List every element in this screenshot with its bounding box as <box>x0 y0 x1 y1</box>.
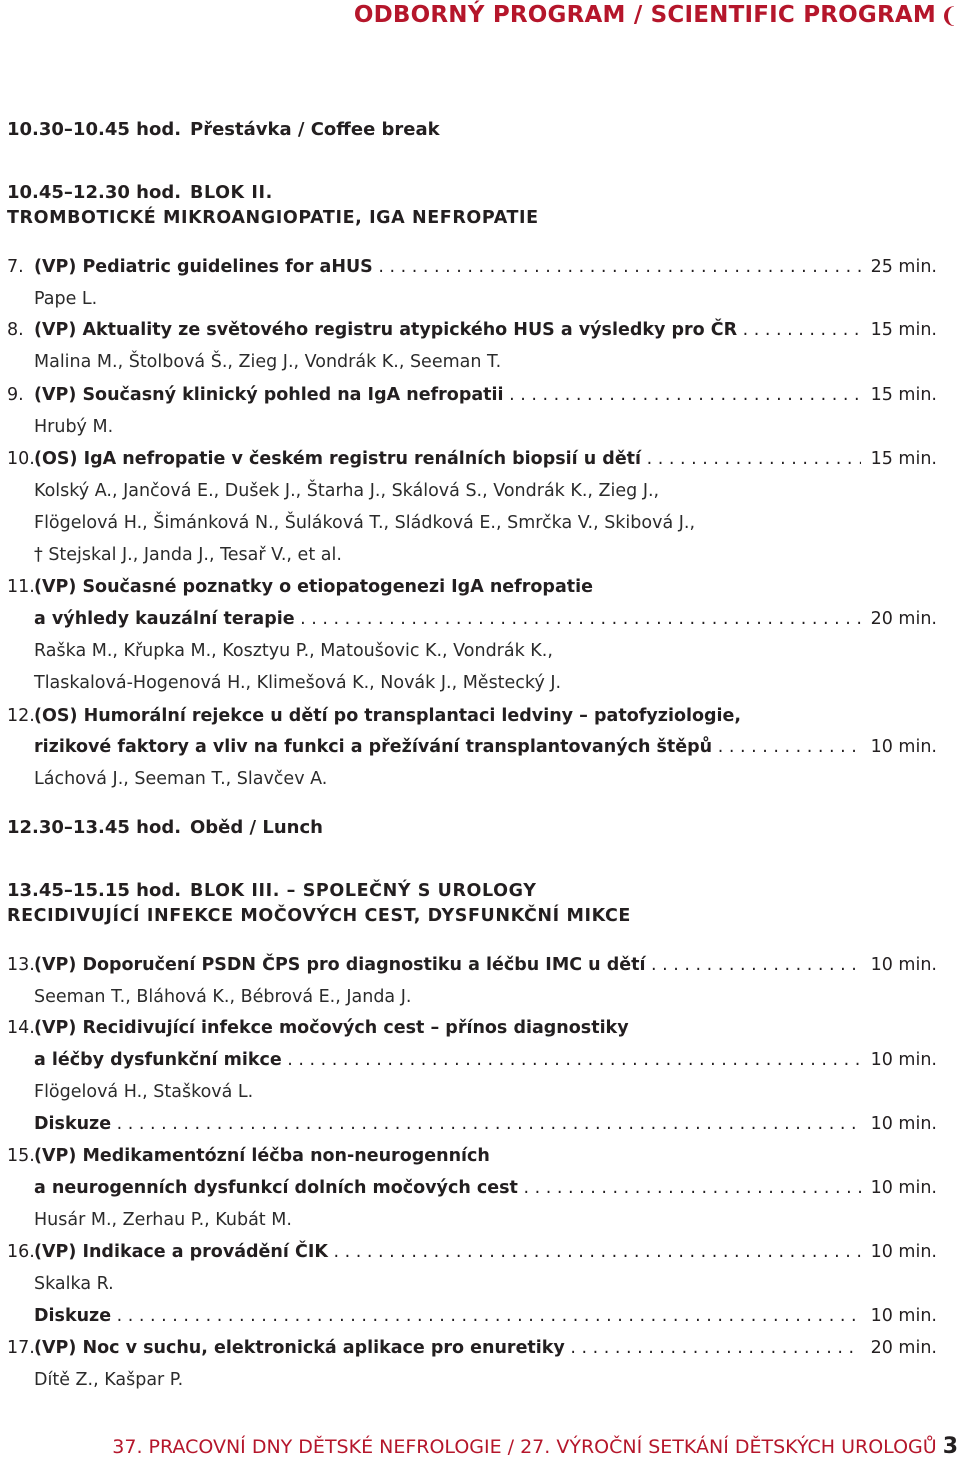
talk-authors: Flögelová H., Šimánková N., Šuláková T., Sládková E., Smrčka V., Skibová J., <box>34 513 696 533</box>
break-time: 10.30–10.45 hod. <box>7 119 182 140</box>
discussion-row <box>7 1110 937 1138</box>
break-label: Přestávka / Coffee break <box>190 119 440 140</box>
talk-title-line1: (VP) Medikamentózní léčba non-neurogenních <box>34 1146 490 1166</box>
talk-8 <box>7 316 937 344</box>
talk-11 <box>7 573 937 601</box>
block2-heading <box>7 180 273 206</box>
talk-number: 15. <box>7 1146 35 1166</box>
page-number: 3 <box>942 1434 958 1459</box>
block2-time: 10.45–12.30 hod. <box>7 182 182 203</box>
footer-text: 37. PRACOVNÍ DNY DĚTSKÉ NEFROLOGIE / 27. VÝROČNÍ SETKÁNÍ DĚTSKÝCH UROLOGŮ <box>112 1436 937 1458</box>
talk-14-cont <box>7 1046 937 1074</box>
discussion-title: Diskuze . . . <box>34 1110 861 1138</box>
talk-authors: Malina M., Štolbová Š., Zieg J., Vondrák K., Seeman T. <box>34 352 502 372</box>
talk-authors: Pape L. <box>34 289 98 309</box>
talk-authors: Kolský A., Jančová E., Dušek J., Štarha J., Skálová S., Vondrák K., Zieg J., <box>34 481 660 501</box>
talk-10 <box>7 445 937 473</box>
talk-authors: Skalka R. <box>34 1274 114 1294</box>
talk-16 <box>7 1238 937 1266</box>
talk-title: (VP) Současný klinický pohled na IgA nefropatii . . . <box>34 381 861 409</box>
talk-14 <box>7 1014 937 1042</box>
talk-authors: Tlaskalová-Hogenová H., Klimešová K., Novák J., Městecký J. <box>34 673 562 693</box>
lunch-label: Oběd / Lunch <box>190 817 323 838</box>
discussion-duration: 10 min. <box>870 1114 937 1134</box>
talk-number: 11. <box>7 577 35 597</box>
talk-duration: 20 min. <box>870 1338 937 1358</box>
talk-number: 10. <box>7 449 35 469</box>
talk-authors: Hrubý M. <box>34 417 114 437</box>
talk-13 <box>7 951 937 979</box>
block3-subtitle: RECIDIVUJÍCÍ INFEKCE MOČOVÝCH CEST, DYSFUNKČNÍ MIKCE <box>7 906 631 926</box>
talk-duration: 15 min. <box>870 385 937 405</box>
block2-label: BLOK II. <box>190 183 273 203</box>
talk-authors: Flögelová H., Stašková L. <box>34 1082 254 1102</box>
talk-authors: Seeman T., Bláhová K., Bébrová E., Janda J. <box>34 987 412 1007</box>
talk-12 <box>7 702 937 730</box>
talk-12-cont <box>7 733 937 761</box>
break-row <box>7 117 440 143</box>
talk-number: 14. <box>7 1018 35 1038</box>
talk-title: rizikové faktory a vliv na funkci a přežívání transplantovaných štěpů . . . <box>34 733 861 761</box>
lunch-row <box>7 815 323 841</box>
block3-time: 13.45–15.15 hod. <box>7 880 182 901</box>
block3-label: BLOK III. – SPOLEČNÝ S UROLOGY <box>190 881 537 901</box>
talk-number: 16. <box>7 1242 35 1262</box>
talk-title: (VP) Indikace a provádění ČIK . . . <box>34 1238 861 1266</box>
talk-15-cont <box>7 1174 937 1202</box>
talk-title: (VP) Aktuality ze světového registru atypického HUS a výsledky pro ČR . . . <box>34 316 861 344</box>
talk-duration: 10 min. <box>870 1242 937 1262</box>
talk-15 <box>7 1142 937 1170</box>
discussion-row <box>7 1302 937 1330</box>
page-header <box>0 2 960 34</box>
talk-title: (VP) Doporučení PSDN ČPS pro diagnostiku a léčbu IMC u dětí . . . <box>34 951 861 979</box>
talk-duration: 15 min. <box>870 320 937 340</box>
talk-11-cont <box>7 605 937 633</box>
talk-7 <box>7 253 937 281</box>
talk-authors: Raška M., Křupka M., Kosztyu P., Matoušovic K., Vondrák K., <box>34 641 553 661</box>
talk-number: 7. <box>7 257 24 277</box>
talk-number: 12. <box>7 706 35 726</box>
header-bracket-icon: ❨ <box>939 4 958 29</box>
talk-title: (OS) IgA nefropatie v českém registru renálních biopsií u dětí . . . <box>34 445 861 473</box>
talk-duration: 25 min. <box>870 257 937 277</box>
talk-authors: Láchová J., Seeman T., Slavčev A. <box>34 769 328 789</box>
talk-title: (VP) Pediatric guidelines for aHUS . . . <box>34 253 861 281</box>
talk-duration: 15 min. <box>870 449 937 469</box>
talk-duration: 20 min. <box>870 609 937 629</box>
talk-number: 8. <box>7 320 24 340</box>
lunch-time: 12.30–13.45 hod. <box>7 817 182 838</box>
talk-duration: 10 min. <box>870 1050 937 1070</box>
talk-9 <box>7 381 937 409</box>
talk-title: (VP) Noc v suchu, elektronická aplikace pro enuretiky . . . <box>34 1334 861 1362</box>
talk-duration: 10 min. <box>870 1178 937 1198</box>
talk-title-line1: (VP) Recidivující infekce močových cest – přínos diagnostiky <box>34 1018 629 1038</box>
talk-number: 17. <box>7 1338 35 1358</box>
block3-heading <box>7 878 537 904</box>
talk-title: a neurogenních dysfunkcí dolních močových cest . . . <box>34 1174 861 1202</box>
block2-subtitle: TROMBOTICKÉ MIKROANGIOPATIE, IGA NEFROPATIE <box>7 208 539 228</box>
talk-duration: 10 min. <box>870 737 937 757</box>
talk-duration: 10 min. <box>870 955 937 975</box>
talk-title: a léčby dysfunkční mikce . . . <box>34 1046 861 1074</box>
talk-17 <box>7 1334 937 1362</box>
program-heading: ODBORNÝ PROGRAM / SCIENTIFIC PROGRAM <box>353 2 936 28</box>
discussion-duration: 10 min. <box>870 1306 937 1326</box>
talk-authors: Dítě Z., Kašpar P. <box>34 1370 184 1390</box>
talk-number: 13. <box>7 955 35 975</box>
talk-title-line1: (VP) Současné poznatky o etiopatogenezi IgA nefropatie <box>34 577 594 597</box>
talk-number: 9. <box>7 385 24 405</box>
talk-authors: † Stejskal J., Janda J., Tesař V., et al. <box>34 545 342 565</box>
discussion-title: Diskuze . . . <box>34 1302 861 1330</box>
talk-authors: Husár M., Zerhau P., Kubát M. <box>34 1210 292 1230</box>
talk-title-line1: (OS) Humorální rejekce u dětí po transplantaci ledviny – patofyziologie, <box>34 706 742 726</box>
talk-title: a výhledy kauzální terapie . . . <box>34 605 861 633</box>
